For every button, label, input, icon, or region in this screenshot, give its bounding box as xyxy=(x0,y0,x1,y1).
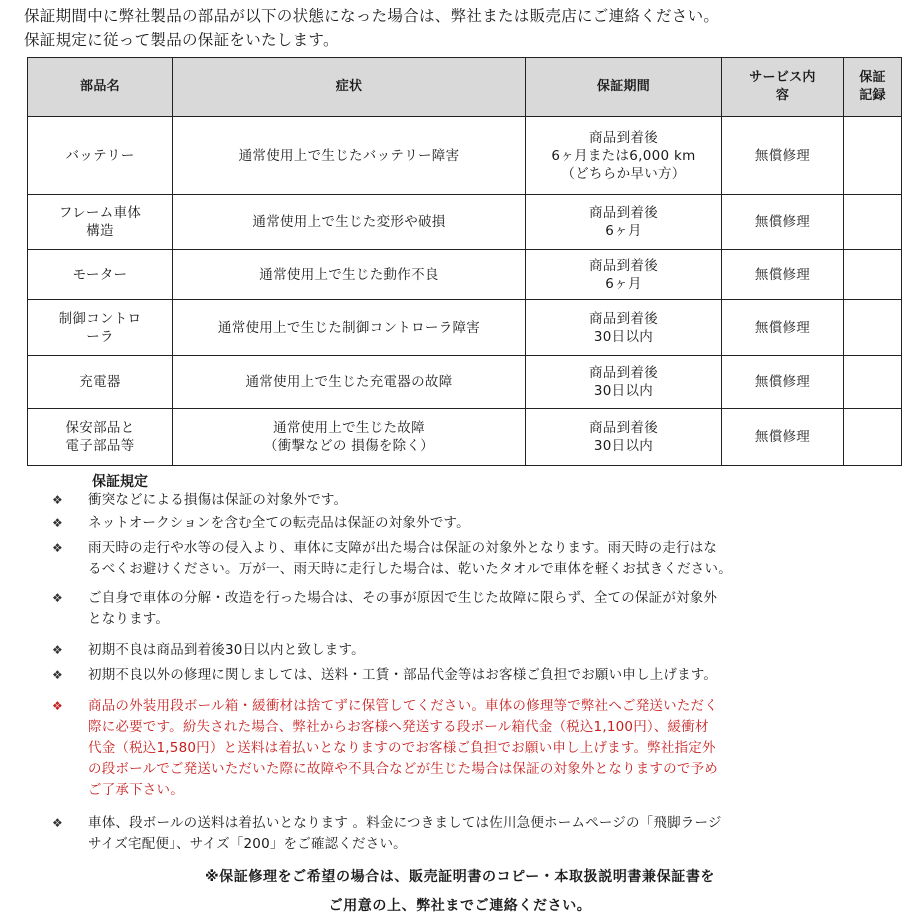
rule-item xyxy=(52,538,912,580)
symptom-cell xyxy=(173,356,526,409)
table-header-row xyxy=(28,58,902,117)
symptom-cell-line: 通常使用上で生じた変形や破損 xyxy=(252,214,446,230)
period-cell-line: 6ヶ月 xyxy=(605,223,642,239)
rule-item xyxy=(52,696,912,801)
symptom-cell xyxy=(173,117,526,195)
table-row xyxy=(28,300,902,356)
period-cell-line: 6ヶ月または6,000 km xyxy=(551,147,696,164)
header-service xyxy=(722,58,844,117)
rule-item xyxy=(52,813,912,855)
period-cell xyxy=(526,356,722,409)
part-cell-line: 充電器 xyxy=(79,374,121,390)
table-row xyxy=(28,195,902,250)
rule-item xyxy=(52,640,912,661)
rule-item xyxy=(52,588,912,630)
warranty-table xyxy=(27,57,902,466)
period-cell xyxy=(526,300,722,356)
period-cell-line: 商品到着後 xyxy=(589,205,658,221)
header-period: 保証期間 xyxy=(526,58,722,117)
header-service-line: サービス内 xyxy=(749,70,816,85)
service-cell: 無償修理 xyxy=(722,356,844,409)
symptom-cell-line: 通常使用上で生じた制御コントローラ障害 xyxy=(217,319,481,336)
period-cell-line: 30日以内 xyxy=(593,328,654,345)
period-cell-line: 商品到着後 xyxy=(589,257,658,274)
period-cell-line: 商品到着後 xyxy=(589,129,658,146)
symptom-cell-line: 通常使用上で生じたバッテリー障害 xyxy=(238,147,460,164)
footer-line: ※保証修理をご希望の場合は、販売証明書のコピー・本取扱説明書兼保証書を xyxy=(204,869,716,885)
intro-text xyxy=(24,4,719,52)
rule-text-line: ネットオークションを含む全ての転売品は保証の対象外です。 xyxy=(88,515,470,531)
rule-text-line: 雨天時の走行や水等の侵入より、車体に支障が出た場合は保証の対象外となります。雨天時の走行はな xyxy=(88,540,718,556)
intro-line: 保証期間中に弊社製品の部品が以下の状態になった場合は、弊社または販売店にご連絡ください。 xyxy=(24,7,720,25)
diamond-bullet-icon: ❖ xyxy=(52,493,63,507)
rule-item xyxy=(52,490,912,511)
diamond-bullet-icon: ❖ xyxy=(52,699,63,713)
diamond-bullet-icon: ❖ xyxy=(52,643,63,657)
symptom-cell xyxy=(173,300,526,356)
part-cell-line: ーラ xyxy=(86,328,114,345)
rule-text-line: るべくお避けください。万が一、雨天時に走行した場合は、乾いたタオルで車体を軽くお拭きください。 xyxy=(88,561,732,577)
service-cell: 無償修理 xyxy=(722,300,844,356)
record-cell xyxy=(844,195,902,250)
part-cell xyxy=(28,356,173,409)
period-cell-line: 30日以内 xyxy=(593,438,654,454)
part-cell-line: 保安部品と xyxy=(65,420,135,436)
period-cell-line: 30日以内 xyxy=(593,383,654,399)
part-cell-line: モーター xyxy=(72,266,128,283)
period-cell-line: 商品到着後 xyxy=(589,420,658,436)
period-cell-line: 商品到着後 xyxy=(589,310,658,327)
header-record xyxy=(844,58,902,117)
service-cell: 無償修理 xyxy=(722,195,844,250)
part-cell xyxy=(28,409,173,466)
record-cell xyxy=(844,409,902,466)
rule-text-line: ご了承下さい。 xyxy=(88,782,184,798)
rule-text-line: 代金（税込1,580円）と送料は着払いとなりますのでお客様ご負担でお願い申し上げます。弊社指定外 xyxy=(88,740,716,756)
part-cell-line: フレーム車体 xyxy=(58,205,142,221)
symptom-cell xyxy=(173,409,526,466)
rule-text-line: 車体、段ボールの送料は着払いとなります 。料金につきましては佐川急便ホームページの「飛脚ラージ xyxy=(88,815,722,831)
diamond-bullet-icon: ❖ xyxy=(52,541,63,555)
symptom-cell-line: 通常使用上で生じた充電器の故障 xyxy=(245,374,453,390)
period-cell xyxy=(526,250,722,300)
header-record-line: 記録 xyxy=(859,88,886,103)
service-cell: 無償修理 xyxy=(722,117,844,195)
symptom-cell xyxy=(173,250,526,300)
rules-list xyxy=(52,490,912,855)
service-cell: 無償修理 xyxy=(722,409,844,466)
rule-text-line: 初期不良は商品到着後30日以内と致します。 xyxy=(88,642,365,658)
header-service-line: 容 xyxy=(775,88,790,103)
rule-text-line: ご自身で車体の分解・改造を行った場合は、その事が原因で生じた故障に限らず、全ての保証が対象外 xyxy=(88,590,718,606)
record-cell xyxy=(844,356,902,409)
rule-text-line: 初期不良以外の修理に関しましては、送料・工賃・部品代金等はお客様ご負担でお願い申し上げます。 xyxy=(88,667,718,683)
diamond-bullet-icon: ❖ xyxy=(52,516,63,530)
period-cell xyxy=(526,409,722,466)
part-cell xyxy=(28,250,173,300)
part-cell xyxy=(28,300,173,356)
rule-item xyxy=(52,665,912,686)
period-cell xyxy=(526,117,722,195)
rule-text-line: となります。 xyxy=(88,611,170,627)
header-record-line: 保証 xyxy=(859,70,886,85)
part-cell-line: 制御コントロ xyxy=(58,310,142,327)
record-cell xyxy=(844,300,902,356)
period-cell-line: 6ヶ月 xyxy=(605,275,642,292)
symptom-cell-line: 通常使用上で生じた故障 xyxy=(273,420,425,436)
table-row xyxy=(28,356,902,409)
diamond-bullet-icon: ❖ xyxy=(52,668,63,682)
part-cell-line: バッテリー xyxy=(65,147,135,164)
rule-text-line: 衝突などによる損傷は保証の対象外です。 xyxy=(88,492,348,508)
part-cell xyxy=(28,117,173,195)
rule-text-line: の段ボールでご発送いただいた際に故障や不具合などが生じた場合は保証の対象外となりますので予め xyxy=(88,761,718,777)
diamond-bullet-icon: ❖ xyxy=(52,591,63,605)
table-row xyxy=(28,117,902,195)
symptom-cell-line: 通常使用上で生じた動作不良 xyxy=(259,266,439,283)
rule-text-line: 商品の外装用段ボール箱・緩衝材は捨てずに保管してください。車体の修理等で弊社へご発送いただく xyxy=(88,698,718,714)
table-body xyxy=(28,117,902,466)
part-cell xyxy=(28,195,173,250)
intro-line: 保証規定に従って製品の保証をいたします。 xyxy=(24,31,339,49)
period-cell-line: 商品到着後 xyxy=(589,365,658,381)
part-cell-line: 構造 xyxy=(86,223,114,239)
period-cell-line: （どちらか早い方） xyxy=(561,165,686,182)
header-symptom: 症状 xyxy=(173,58,526,117)
diamond-bullet-icon: ❖ xyxy=(52,816,63,830)
service-cell: 無償修理 xyxy=(722,250,844,300)
symptom-cell xyxy=(173,195,526,250)
rules-title: 保証規定 xyxy=(92,474,148,490)
table-row xyxy=(28,409,902,466)
record-cell xyxy=(844,250,902,300)
record-cell xyxy=(844,117,902,195)
symptom-cell-line: （衝撃などの 損傷を除く） xyxy=(263,438,435,454)
rule-text-line: サイズ宅配便」、サイズ「200」をご確認ください。 xyxy=(88,836,407,852)
period-cell xyxy=(526,195,722,250)
header-part: 部品名 xyxy=(28,58,173,117)
footer-line: ご用意の上、弊社までご連絡ください。 xyxy=(328,898,592,914)
rule-text-line: 際に必要です。紛失された場合、弊社からお客様へ発送する段ボール箱代金（税込1,100円）、緩衝材 xyxy=(88,719,709,735)
table-row xyxy=(28,250,902,300)
part-cell-line: 電子部品等 xyxy=(65,438,135,454)
rule-item xyxy=(52,513,912,534)
